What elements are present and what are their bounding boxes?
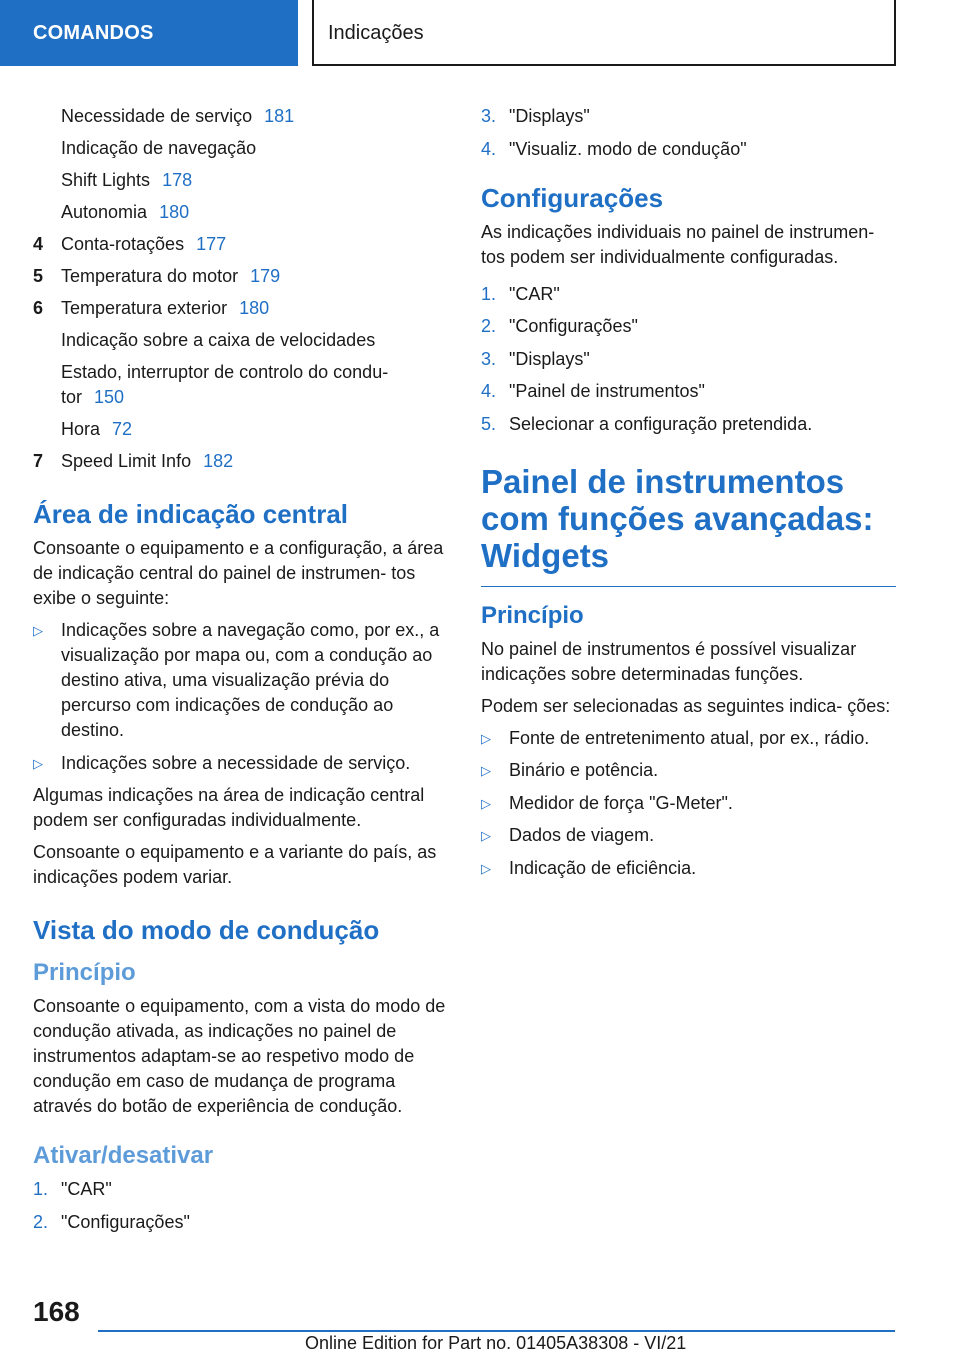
principle-heading-right: Princípio bbox=[481, 601, 584, 629]
legend-text bbox=[61, 360, 448, 410]
page-reference: 177 bbox=[196, 234, 227, 254]
settings-steps-list bbox=[481, 282, 896, 437]
widgets-heading-line-2: com funções avançadas: bbox=[481, 499, 874, 537]
step-text: "Displays" bbox=[509, 348, 590, 369]
legend-text bbox=[61, 328, 448, 353]
bullet-text: Fonte de entretenimento atual, por ex., rádio. bbox=[509, 727, 870, 748]
legend-text bbox=[61, 168, 448, 193]
widgets-heading-line-3: Widgets bbox=[481, 536, 610, 574]
legend-label: Necessidade de serviço bbox=[61, 106, 253, 126]
triangle-bullet-icon: ▷ bbox=[481, 730, 491, 746]
page-reference: 150 bbox=[94, 387, 125, 407]
legend-text bbox=[61, 449, 448, 474]
step-text: Selecionar a configuração pretendida. bbox=[509, 413, 813, 434]
central-intro: Consoante o equipamento e a configuração, a área de indicação central do painel de instrumen‐ tos exibe o seguinte: bbox=[33, 538, 444, 608]
triangle-bullet-icon: ▷ bbox=[481, 795, 491, 811]
bullet-text: Medidor de força "G-Meter". bbox=[509, 792, 733, 813]
legend-list bbox=[33, 104, 448, 474]
list-item bbox=[33, 1177, 448, 1202]
list-item bbox=[33, 1210, 448, 1235]
step-text: "Configurações" bbox=[509, 316, 638, 336]
legend-label: Temperatura exterior bbox=[61, 298, 228, 318]
list-item bbox=[481, 282, 896, 307]
drive-mode-heading: Vista do modo de condução bbox=[33, 915, 380, 945]
settings-heading: Configurações bbox=[481, 182, 664, 213]
widgets-heading bbox=[481, 463, 896, 587]
legend-text bbox=[61, 417, 448, 442]
step-number: 2. bbox=[481, 316, 497, 336]
list-item bbox=[481, 379, 896, 404]
legend-row bbox=[33, 168, 448, 193]
widgets-heading-line-1: Painel de instrumentos bbox=[481, 462, 845, 500]
step-number: 2. bbox=[33, 1211, 49, 1232]
central-paragraph-3: Consoante o equipamento e a variante do país, as indicações podem variar. bbox=[33, 842, 437, 887]
legend-row bbox=[33, 104, 448, 129]
step-text: "CAR" bbox=[61, 1179, 112, 1199]
triangle-bullet-icon: ▷ bbox=[481, 828, 491, 843]
legend-row bbox=[33, 360, 448, 410]
list-item bbox=[33, 751, 448, 776]
legend-label: Estado, interruptor de controlo do condu‐ tor bbox=[61, 362, 389, 407]
continued-steps-list bbox=[481, 104, 896, 162]
list-item bbox=[481, 823, 896, 848]
activate-heading: Ativar/desativar bbox=[33, 1142, 214, 1169]
legend-text bbox=[61, 200, 448, 225]
legend-label: Temperatura do motor bbox=[61, 266, 239, 286]
legend-label: Speed Limit Info bbox=[61, 451, 192, 471]
legend-row bbox=[33, 264, 448, 289]
central-bullet-list bbox=[33, 618, 448, 776]
legend-text bbox=[61, 264, 448, 289]
list-item bbox=[481, 791, 896, 816]
triangle-bullet-icon: ▷ bbox=[33, 755, 43, 771]
step-number: 3. bbox=[481, 348, 497, 369]
legend-number: 7 bbox=[33, 451, 44, 471]
list-item bbox=[481, 726, 896, 751]
step-text: "Visualiz. modo de condução" bbox=[509, 138, 747, 159]
page-reference: 178 bbox=[162, 170, 193, 190]
step-number: 4. bbox=[481, 138, 497, 159]
step-text: "Displays" bbox=[509, 106, 590, 126]
page-reference: 181 bbox=[264, 106, 295, 126]
right-column bbox=[481, 104, 896, 888]
list-item bbox=[481, 758, 896, 783]
bullet-text: Dados de viagem. bbox=[509, 825, 655, 845]
legend-label: Conta-rotações bbox=[61, 234, 185, 254]
central-display-heading: Área de indicação central bbox=[33, 499, 349, 529]
legend-number bbox=[33, 136, 61, 161]
triangle-bullet-icon: ▷ bbox=[481, 763, 491, 778]
step-number: 3. bbox=[481, 106, 497, 126]
legend-label: Shift Lights bbox=[61, 170, 151, 190]
legend-row bbox=[33, 328, 448, 353]
bullet-text: Binário e potência. bbox=[509, 760, 659, 780]
legend-number bbox=[33, 417, 61, 442]
list-item bbox=[481, 347, 896, 372]
legend-label: Hora bbox=[61, 419, 101, 439]
triangle-bullet-icon: ▷ bbox=[481, 860, 491, 876]
legend-row bbox=[33, 200, 448, 225]
step-number: 4. bbox=[481, 381, 497, 401]
legend-number: 6 bbox=[33, 298, 44, 318]
legend-text bbox=[61, 136, 448, 161]
step-text: "CAR" bbox=[509, 283, 560, 304]
list-item bbox=[481, 856, 896, 881]
legend-number bbox=[33, 104, 61, 129]
step-number: 5. bbox=[481, 413, 497, 434]
page-reference: 179 bbox=[250, 266, 281, 286]
page-reference: 182 bbox=[203, 451, 234, 471]
legend-text bbox=[61, 296, 448, 321]
legend-label: Indicação de navegação bbox=[61, 138, 257, 158]
page-number: 168 bbox=[33, 1296, 80, 1327]
footer-divider bbox=[98, 1330, 895, 1332]
central-paragraph-2: Algumas indicações na área de indicação central podem ser configuradas individualmente. bbox=[33, 785, 425, 830]
activate-steps-list bbox=[33, 1177, 448, 1235]
settings-text: As indicações individuais no painel de instrumen‐ tos podem ser individualmente configuradas. bbox=[481, 221, 875, 267]
list-item bbox=[481, 412, 896, 437]
step-text: "Configurações" bbox=[61, 1211, 190, 1232]
section-tab: COMANDOS bbox=[0, 0, 298, 66]
legend-row bbox=[33, 449, 448, 474]
step-number: 1. bbox=[33, 1179, 49, 1199]
legend-number bbox=[33, 328, 61, 353]
legend-row bbox=[33, 136, 448, 161]
bullet-text: Indicação de eficiência. bbox=[509, 857, 697, 878]
left-column bbox=[33, 104, 448, 1242]
list-item bbox=[33, 618, 448, 743]
legend-label: Autonomia bbox=[61, 202, 148, 222]
bullet-text: Indicações sobre a navegação como, por ex., a visualização por mapa ou, com a condução ao destino ativa, uma visualização prévia do percurso com indicações de condução ao destino. bbox=[61, 620, 440, 740]
chapter-title: Indicações bbox=[312, 0, 896, 66]
legend-text bbox=[61, 104, 448, 129]
list-item bbox=[481, 104, 896, 129]
select-text: Podem ser selecionadas as seguintes indica‐ ções: bbox=[481, 695, 891, 716]
page-header bbox=[0, 0, 960, 66]
legend-row bbox=[33, 417, 448, 442]
bullet-text: Indicações sobre a necessidade de serviço. bbox=[61, 752, 411, 773]
list-item bbox=[481, 314, 896, 339]
principle-heading-left: Princípio bbox=[33, 959, 136, 986]
legend-number bbox=[33, 200, 61, 225]
step-text: "Painel de instrumentos" bbox=[509, 381, 705, 401]
legend-number bbox=[33, 168, 61, 193]
list-item bbox=[481, 137, 896, 162]
page-reference: 72 bbox=[112, 419, 133, 439]
step-number: 1. bbox=[481, 283, 497, 304]
page-reference: 180 bbox=[159, 202, 190, 222]
principle-text-right: No painel de instrumentos é possível visualizar indicações sobre determinadas funções. bbox=[481, 638, 857, 684]
legend-label: Indicação sobre a caixa de velocidades bbox=[61, 330, 376, 350]
legend-number bbox=[33, 360, 61, 410]
principle-text-left: Consoante o equipamento, com a vista do modo de condução ativada, as indicações no painel de instrumentos adaptam-se ao respetivo modo de condução em caso de mudança de programa através do botão de experiência de condução. bbox=[33, 996, 446, 1116]
page-reference: 180 bbox=[239, 298, 270, 318]
legend-number: 4 bbox=[33, 234, 44, 254]
triangle-bullet-icon: ▷ bbox=[33, 623, 43, 638]
legend-number: 5 bbox=[33, 266, 44, 286]
widget-bullet-list bbox=[481, 726, 896, 881]
legend-row bbox=[33, 296, 448, 321]
legend-row bbox=[33, 232, 448, 257]
legend-text bbox=[61, 232, 448, 257]
footer-edition: Online Edition for Part no. 01405A38308 - VI/21 bbox=[305, 1333, 687, 1353]
